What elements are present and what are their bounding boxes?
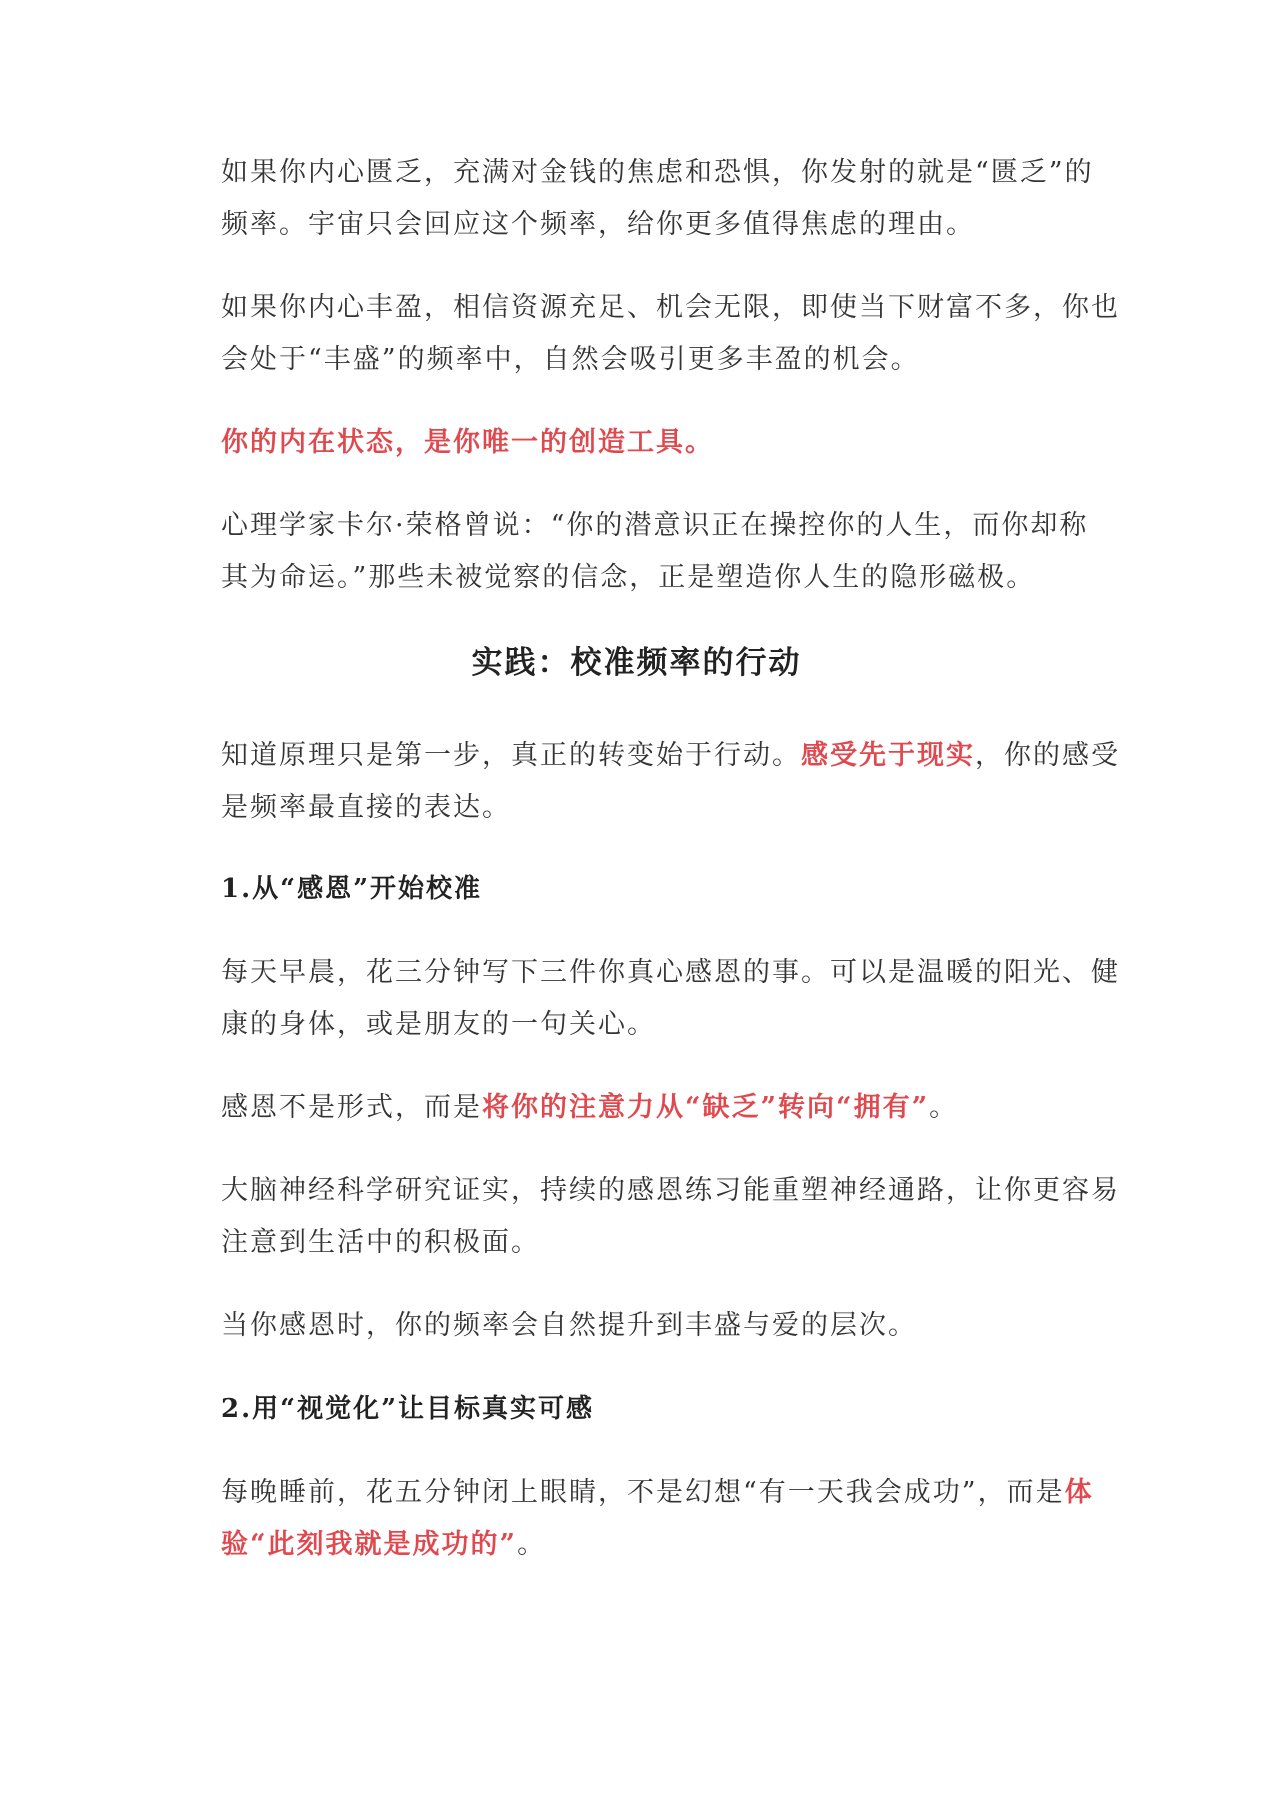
highlight-text: 感受先于现实: [801, 740, 975, 771]
text-line: 康的身体，或是朋友的一句关心。: [221, 1009, 656, 1040]
highlight-text: 将你的注意力从“缺乏”转向“拥有”: [482, 1092, 930, 1123]
subheading-visualization: 2.用“视觉化”让目标真实可感: [221, 1394, 595, 1424]
highlight-text: 验“此刻我就是成功的”: [221, 1529, 518, 1560]
text-line: 每天早晨，花三分钟写下三件你真心感恩的事。可以是温暖的阳光、健: [221, 957, 1120, 988]
highlight-text: 体: [1064, 1477, 1094, 1508]
text-segment: 。: [929, 1092, 959, 1123]
text-segment: 知道原理只是第一步，真正的转变始于行动。: [221, 740, 801, 771]
paragraph-neuroscience: [221, 1165, 1120, 1269]
text-line: 当你感恩时，你的频率会自然提升到丰盛与爱的层次。: [221, 1310, 917, 1341]
text-line: 如果你内心丰盈，相信资源充足、机会无限，即使当下财富不多，你也: [221, 292, 1120, 323]
paragraph-gratitude-shift: [221, 1082, 1061, 1134]
paragraph-morning-gratitude: [221, 947, 1120, 1051]
section-title: 实践：校准频率的行动: [471, 645, 802, 681]
text-segment: ，你的感受: [975, 740, 1120, 771]
text-line: 会处于“丰盛”的频率中，自然会吸引更多丰盈的机会。: [221, 344, 920, 375]
text-segment: 每晚睡前，花五分钟闭上眼睛，不是幻想“有一天我会成功”，而是: [221, 1477, 1065, 1508]
text-line: [221, 1519, 1061, 1571]
text-segment: 感恩不是形式，而是: [221, 1092, 482, 1123]
text-line: [221, 1082, 1061, 1134]
paragraph-jung-quote: [221, 500, 1089, 604]
paragraph-scarcity: [221, 147, 1094, 251]
subheading-gratitude: 1.从“感恩”开始校准: [221, 874, 483, 904]
text-line: [221, 730, 1120, 782]
text-line: 大脑神经科学研究证实，持续的感恩练习能重塑神经通路，让你更容易: [221, 1175, 1120, 1206]
paragraph-visualization: [221, 1467, 1094, 1571]
text-line: 如果你内心匮乏，充满对金钱的焦虑和恐惧，你发射的就是“匮乏”的: [221, 157, 1094, 188]
text-line: [221, 1467, 1094, 1519]
paragraph-abundance: [221, 282, 1120, 386]
paragraph-frequency-rise: [221, 1300, 1061, 1352]
text-line: 注意到生活中的积极面。: [221, 1227, 540, 1258]
paragraph-principle: [221, 730, 1120, 834]
highlight-line: 你的内在状态，是你唯一的创造工具。: [221, 427, 714, 458]
text-line: 频率。宇宙只会回应这个频率，给你更多值得焦虑的理由。: [221, 209, 975, 240]
paragraph-inner-state-highlight: [221, 417, 1061, 469]
text-line: 是频率最直接的表达。: [221, 792, 511, 823]
text-line: 心理学家卡尔·荣格曾说：“你的潜意识正在操控你的人生，而你却称: [221, 510, 1089, 541]
text-segment: 。: [517, 1529, 547, 1560]
text-line: 其为命运。”那些未被觉察的信念，正是塑造你人生的隐形磁极。: [221, 562, 1036, 593]
